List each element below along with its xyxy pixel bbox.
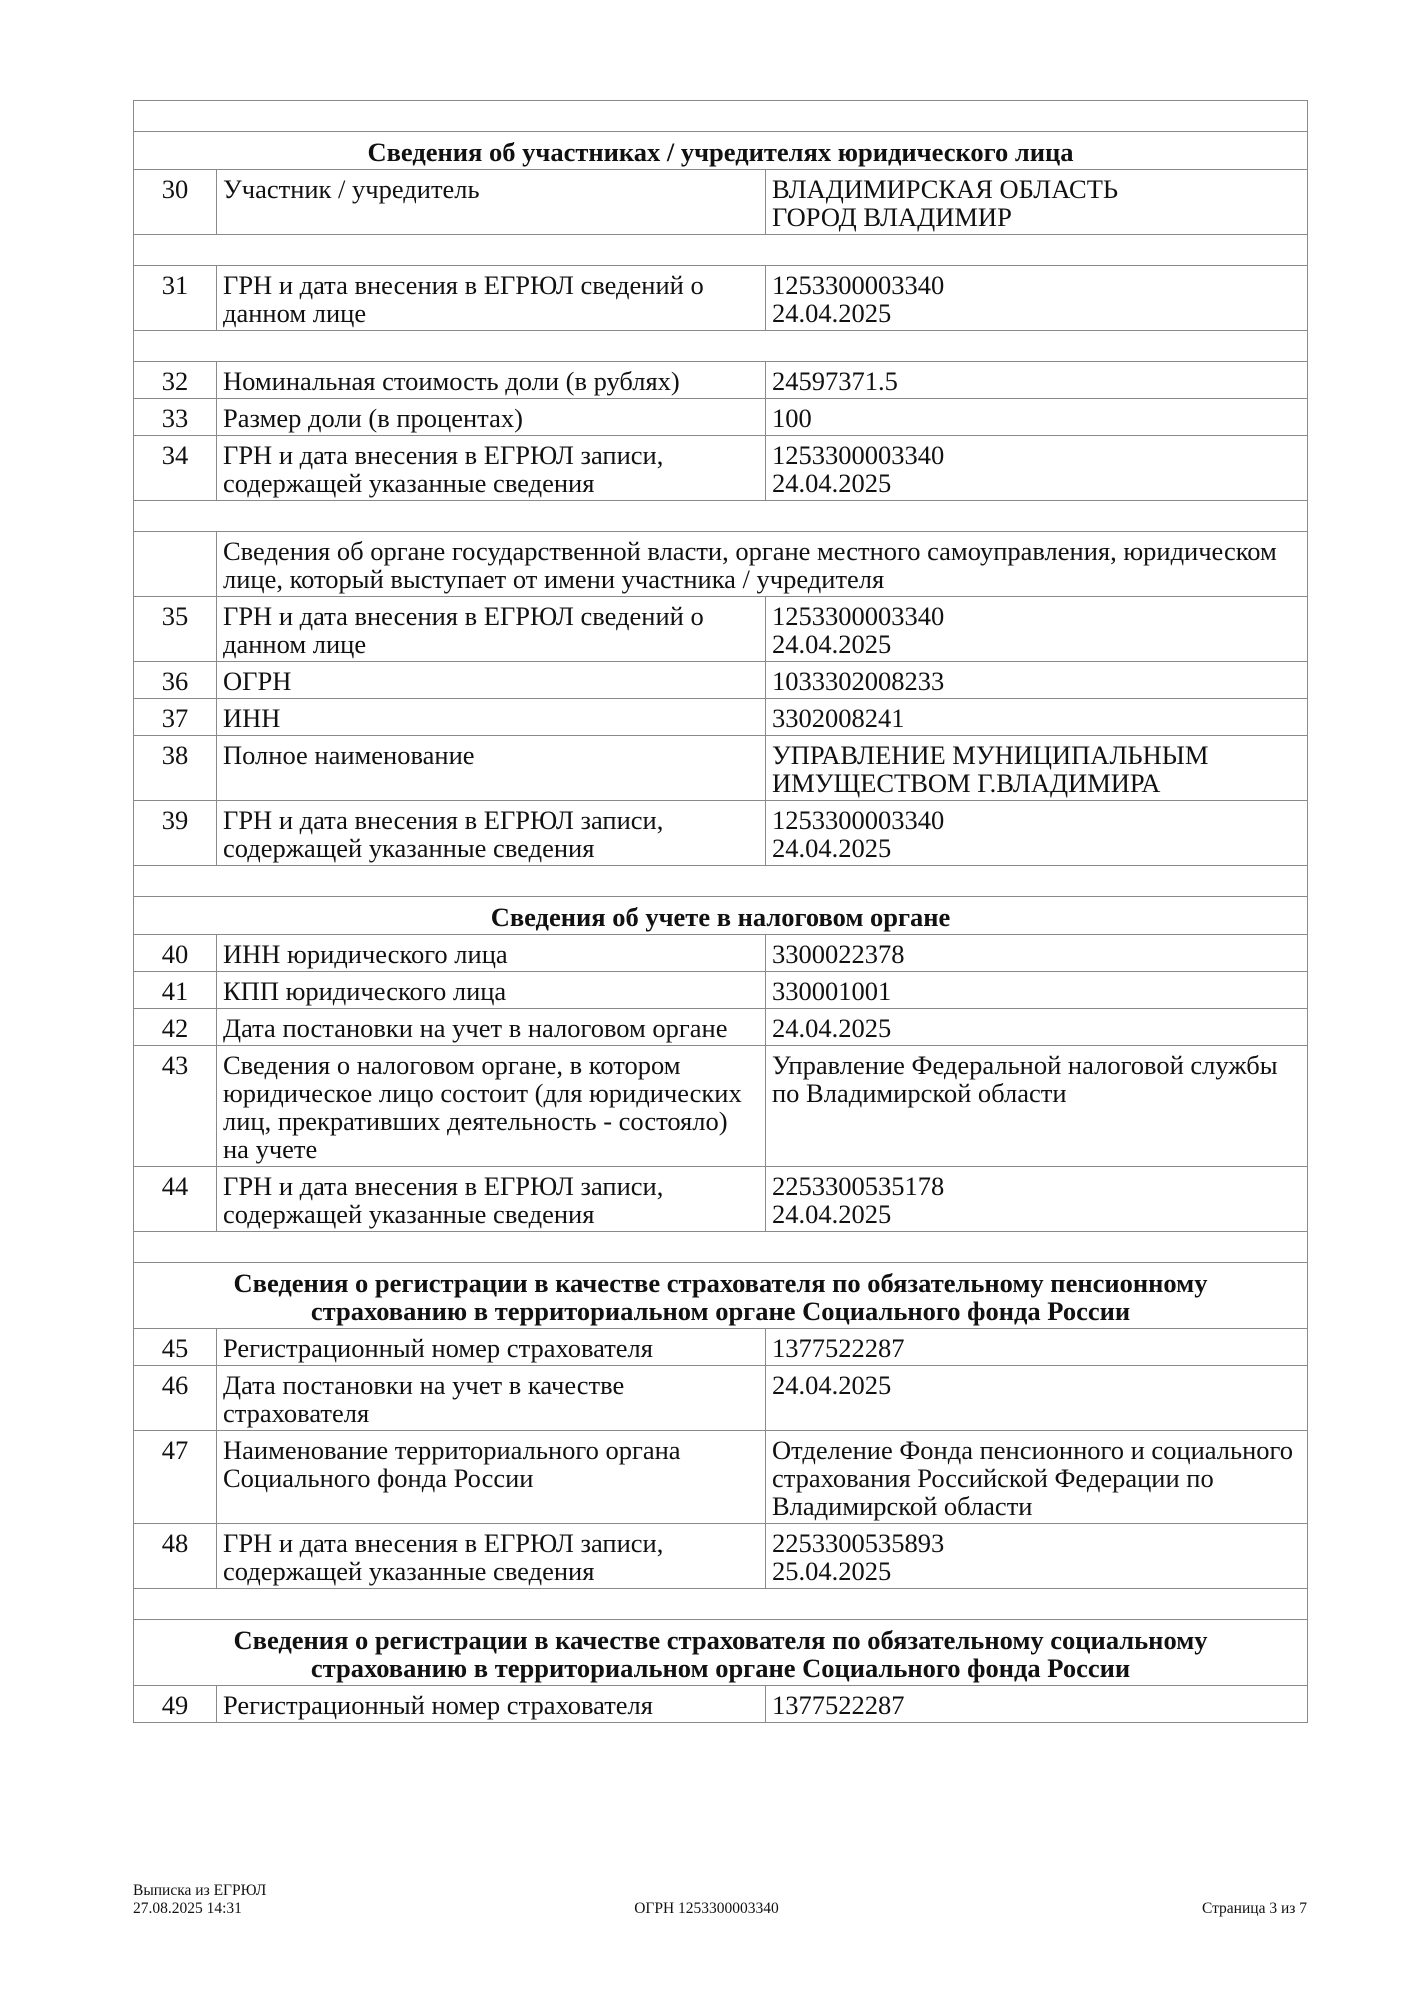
spacer-row [134,331,1308,362]
field-value-line: 3302008241 [772,703,905,733]
field-value-line: 24.04.2025 [772,1013,892,1043]
field-value-line: 1253300003340 [772,270,945,300]
field-value [766,736,1308,801]
field-value [766,1046,1308,1167]
field-value [766,972,1308,1009]
section-header-row [134,1620,1308,1686]
row-number: 38 [134,736,217,801]
section-header-row [134,132,1308,170]
field-value [766,399,1308,436]
field-value [766,266,1308,331]
field-value-line: 1253300003340 [772,601,945,631]
field-name: ИНН [217,699,766,736]
field-name: Полное наименование [217,736,766,801]
field-name: ГРН и дата внесения в ЕГРЮЛ записи, содержащей указанные сведения [217,1167,766,1232]
field-value [766,935,1308,972]
spacer-row [134,1232,1308,1263]
spacer-row [134,235,1308,266]
spacer-row [134,1589,1308,1620]
field-name: ОГРН [217,662,766,699]
field-name: КПП юридического лица [217,972,766,1009]
field-value-line: 1253300003340 [772,805,945,835]
field-value [766,1009,1308,1046]
empty-number-cell [134,532,217,597]
field-value-line: ВЛАДИМИРСКАЯ ОБЛАСТЬ [772,174,1119,204]
field-value-line: 1253300003340 [772,440,945,470]
field-name: Дата постановки на учет в налоговом органе [217,1009,766,1046]
section-title-pension: Сведения о регистрации в качестве страхователя по обязательному пенсионному страхованию в территориальном органе Социального фонда России [134,1263,1308,1329]
field-name: Наименование территориального органа Социального фонда России [217,1431,766,1524]
field-value-line: 2253300535893 [772,1528,945,1558]
field-name: ГРН и дата внесения в ЕГРЮЛ записи, содержащей указанные сведения [217,1524,766,1589]
section-header-row [134,897,1308,935]
field-value-line: 24.04.2025 [772,298,892,328]
row-number: 48 [134,1524,217,1589]
row-number: 42 [134,1009,217,1046]
field-name: ИНН юридического лица [217,935,766,972]
field-value-line: 1377522287 [772,1333,905,1363]
field-value-line: 24.04.2025 [772,468,892,498]
table-row [134,1046,1308,1167]
field-value [766,362,1308,399]
table-row [134,399,1308,436]
field-value [766,170,1308,235]
field-name: Участник / учредитель [217,170,766,235]
row-number: 40 [134,935,217,972]
field-value [766,662,1308,699]
subsection-row [134,532,1308,597]
field-value [766,597,1308,662]
field-name: Сведения о налоговом органе, в котором юридическое лицо состоит (для юридических лиц, прекративших деятельность - состояло) на учете [217,1046,766,1167]
table-row [134,597,1308,662]
table-row [134,1329,1308,1366]
table-row [134,1431,1308,1524]
field-value [766,699,1308,736]
row-number: 31 [134,266,217,331]
field-value [766,1167,1308,1232]
field-value [766,436,1308,501]
row-number: 41 [134,972,217,1009]
field-value-line: 25.04.2025 [772,1556,892,1586]
spacer-row [134,866,1308,897]
footer-ogrn: ОГРН 1253300003340 [634,1900,779,1917]
table-row [134,972,1308,1009]
spacer-row [134,101,1308,132]
field-value [766,1366,1308,1431]
row-number: 34 [134,436,217,501]
field-value [766,1329,1308,1366]
table-row [134,266,1308,331]
field-name: ГРН и дата внесения в ЕГРЮЛ сведений о данном лице [217,266,766,331]
table-row [134,801,1308,866]
field-value-line: 2253300535178 [772,1171,945,1201]
field-value-line: Управление Федеральной налоговой службы по Владимирской области [772,1050,1278,1108]
field-name: Регистрационный номер страхователя [217,1686,766,1723]
field-name: Дата постановки на учет в качестве страхователя [217,1366,766,1431]
egrul-table [133,100,1308,1723]
field-value-line: УПРАВЛЕНИЕ МУНИЦИПАЛЬНЫМ [772,740,1209,770]
row-number: 46 [134,1366,217,1431]
field-value [766,1524,1308,1589]
row-number: 35 [134,597,217,662]
table-row [134,362,1308,399]
row-number: 30 [134,170,217,235]
field-value-line: ИМУЩЕСТВОМ Г.ВЛАДИМИРА [772,768,1161,798]
field-name: ГРН и дата внесения в ЕГРЮЛ записи, содержащей указанные сведения [217,436,766,501]
section-title-social: Сведения о регистрации в качестве страхователя по обязательному социальному страхованию в территориальном органе Социального фонда России [134,1620,1308,1686]
row-number: 44 [134,1167,217,1232]
field-value-line: 24.04.2025 [772,1199,892,1229]
table-row [134,1167,1308,1232]
field-value [766,801,1308,866]
row-number: 39 [134,801,217,866]
table-row [134,170,1308,235]
row-number: 32 [134,362,217,399]
field-value-line: 24.04.2025 [772,833,892,863]
section-title-participants: Сведения об участниках / учредителях юридического лица [134,132,1308,170]
table-row [134,1686,1308,1723]
row-number: 43 [134,1046,217,1167]
section-title-tax: Сведения об учете в налоговом органе [134,897,1308,935]
field-value [766,1686,1308,1723]
field-name: Размер доли (в процентах) [217,399,766,436]
table-row [134,935,1308,972]
spacer-row [134,501,1308,532]
field-value-line: ГОРОД ВЛАДИМИР [772,202,1012,232]
field-value-line: 1033302008233 [772,666,945,696]
row-number: 45 [134,1329,217,1366]
table-row [134,1524,1308,1589]
field-value-line: 24.04.2025 [772,629,892,659]
field-value-line: 24597371.5 [772,366,898,396]
table-row [134,436,1308,501]
footer-datetime: 27.08.2025 14:31 [133,1900,242,1917]
table-row [134,736,1308,801]
row-number: 47 [134,1431,217,1524]
row-number: 37 [134,699,217,736]
section-header-row [134,1263,1308,1329]
table-row [134,1009,1308,1046]
field-value-line: Отделение Фонда пенсионного и социального страхования Российской Федерации по Владимирской области [772,1435,1293,1521]
row-number: 33 [134,399,217,436]
field-value-line: 1377522287 [772,1690,905,1720]
field-name: ГРН и дата внесения в ЕГРЮЛ записи, содержащей указанные сведения [217,801,766,866]
footer-page-number: Страница 3 из 7 [1201,1900,1307,1917]
field-value-line: 24.04.2025 [772,1370,892,1400]
field-name: Регистрационный номер страхователя [217,1329,766,1366]
field-value [766,1431,1308,1524]
table-row [134,699,1308,736]
field-value-line: 3300022378 [772,939,905,969]
row-number: 36 [134,662,217,699]
field-name: ГРН и дата внесения в ЕГРЮЛ сведений о данном лице [217,597,766,662]
field-value-line: 100 [772,403,812,433]
footer-doc-title: Выписка из ЕГРЮЛ [133,1882,267,1899]
field-name: Номинальная стоимость доли (в рублях) [217,362,766,399]
section-title-government-body: Сведения об органе государственной власти, органе местного самоуправления, юридическом лице, который выступает от имени участника / учредителя [217,532,1308,597]
field-value-line: 330001001 [772,976,892,1006]
table-row [134,662,1308,699]
table-row [134,1366,1308,1431]
row-number: 49 [134,1686,217,1723]
